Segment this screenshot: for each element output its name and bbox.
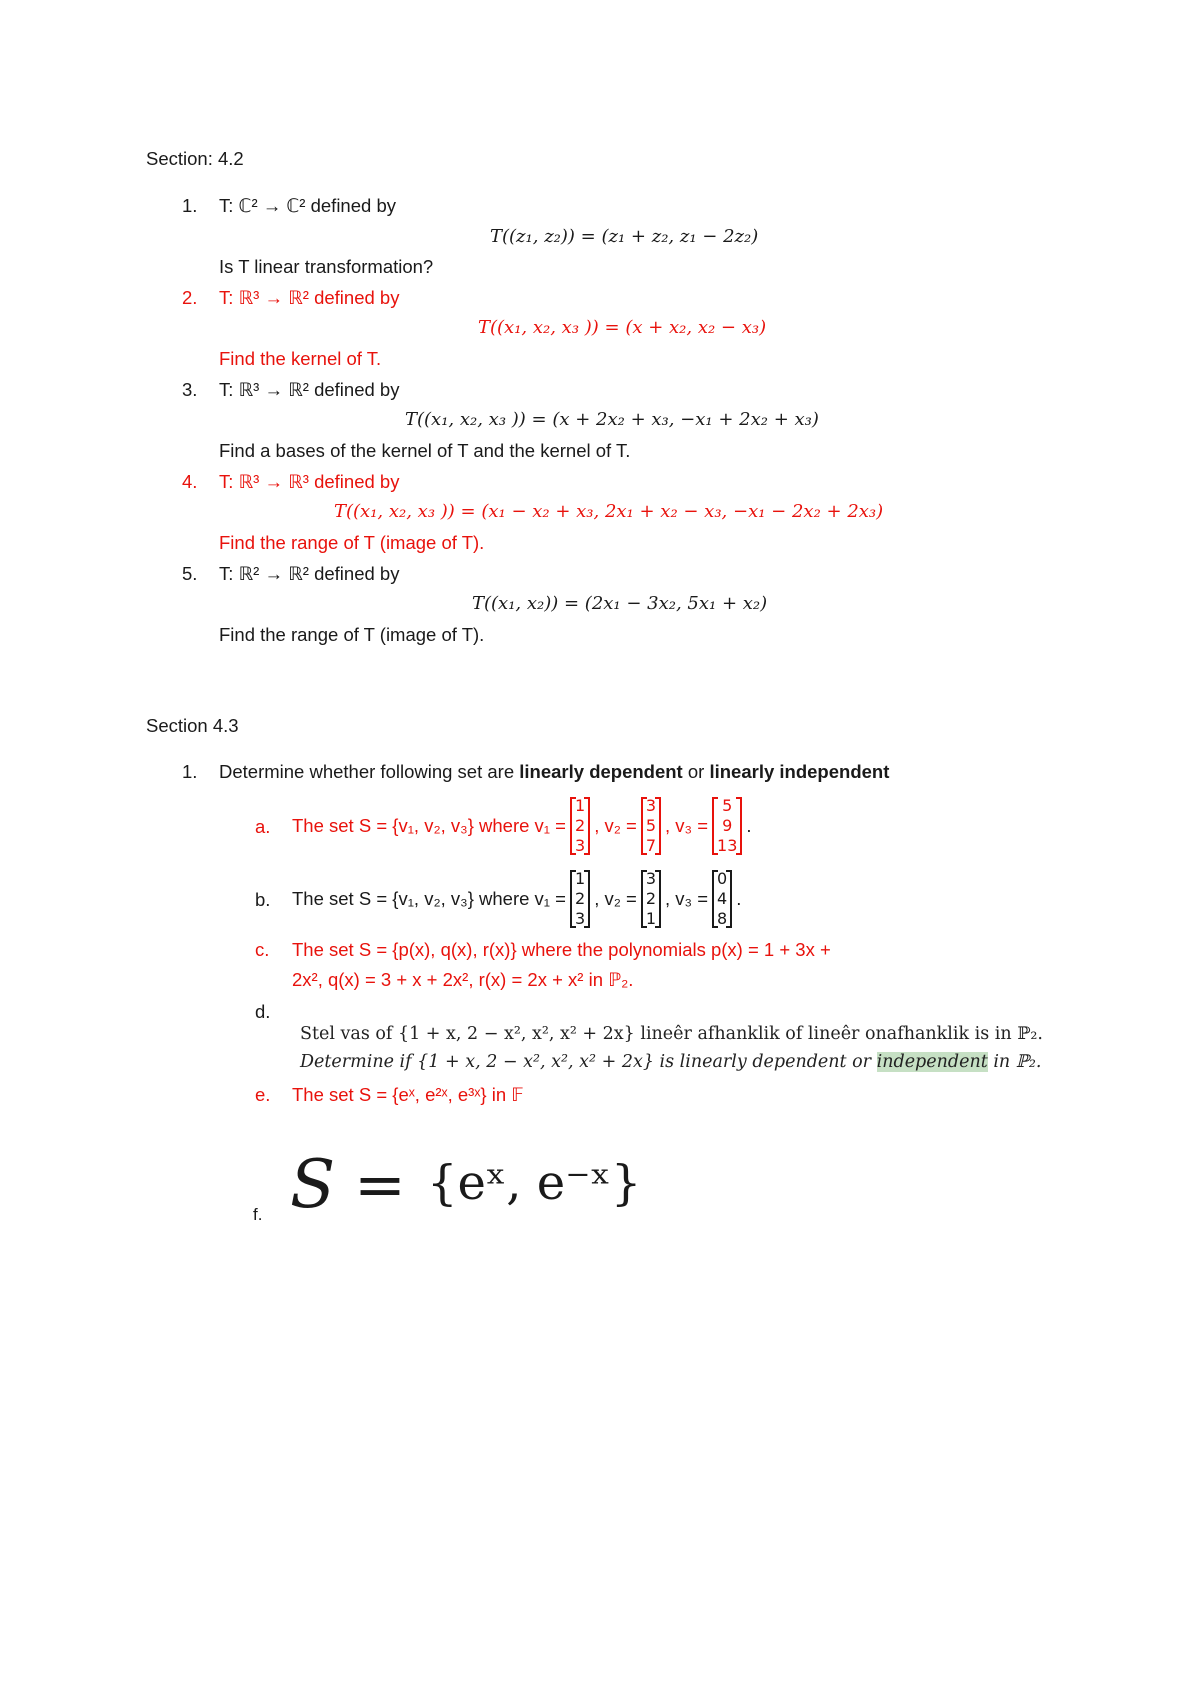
item-3-definition: T: ℝ³ → ℝ² defined by — [219, 379, 400, 400]
item-5-formula: T((x₁, x₂)) = (2x₁ − 3x₂, 5x₁ + x₂) — [472, 593, 768, 614]
item-4-number: 4. — [182, 471, 198, 492]
part-b-text: The set S = {v₁, v₂, v₃} where v₁ = — [292, 888, 566, 909]
matrix-entry: 3 — [645, 796, 657, 815]
part-f-set-symbol: S — [290, 1146, 336, 1223]
question-1-pre: Determine whether following set are — [219, 761, 520, 782]
part-b-v2-label: , v₂ = — [594, 888, 637, 909]
item-1-question: Is T linear transformation? — [219, 256, 434, 277]
part-a-v3-matrix — [712, 796, 742, 856]
matrix-entry: 9 — [722, 816, 733, 835]
section-heading-4-2: Section: 4.2 — [146, 148, 244, 169]
matrix-entry: 7 — [645, 836, 657, 855]
question-1-bold-dependent: linearly dependent — [519, 761, 683, 782]
matrix-entry: 2 — [575, 889, 586, 908]
part-f-equals: = — [354, 1148, 406, 1221]
part-a-end: . — [746, 815, 752, 836]
part-d-line-2-post: in ℙ₂. — [987, 1052, 1042, 1072]
part-c-label: c. — [255, 939, 270, 960]
part-d-line-1: Stel vas of {1 + x, 2 − x², x², x² + 2x} lineêr afhanklik of lineêr onafhanklik is in ℙ₂. — [300, 1024, 1043, 1044]
part-d-label: d. — [255, 1001, 271, 1022]
item-3-formula: T((x₁, x₂, x₃ )) = (x + 2x₂ + x₃, −x₁ + 2x₂ + x₃) — [405, 409, 819, 430]
question-1-mid: or — [682, 761, 710, 782]
part-a-text: The set S = {v₁, v₂, v₃} where v₁ = — [292, 815, 566, 836]
part-c-line-1: The set S = {p(x), q(x), r(x)} where the polynomials p(x) = 1 + 3x + — [292, 939, 831, 960]
part-a-label: a. — [255, 816, 271, 837]
matrix-entry: 3 — [645, 869, 657, 888]
item-2-number: 2. — [182, 287, 198, 308]
part-a-v2-matrix — [641, 796, 661, 856]
part-d-highlighted-word: independent — [876, 1052, 988, 1072]
matrix-entry: 13 — [717, 836, 738, 855]
question-1-text — [219, 761, 889, 783]
item-1-definition: T: ℂ² → ℂ² defined by — [219, 195, 396, 216]
matrix-entry: 8 — [717, 909, 728, 928]
item-2-question: Find the kernel of T. — [219, 348, 382, 369]
item-5-question: Find the range of T (image of T). — [219, 624, 485, 645]
matrix-entry: 4 — [717, 889, 728, 908]
item-5-number: 5. — [182, 563, 198, 584]
part-b-label: b. — [255, 889, 271, 910]
matrix-entry: 3 — [575, 836, 586, 855]
part-b-v3-matrix — [712, 869, 732, 929]
part-a-v2-label: , v₂ = — [594, 815, 637, 836]
item-4-question: Find the range of T (image of T). — [219, 532, 485, 553]
part-a-content — [292, 791, 752, 861]
part-f-set-expression: {eˣ, e⁻ˣ} — [427, 1155, 642, 1211]
matrix-entry: 0 — [717, 869, 728, 888]
item-3-number: 3. — [182, 379, 198, 400]
item-2-formula: T((x₁, x₂, x₃ )) = (x + x₂, x₂ − x₃) — [478, 317, 767, 338]
matrix-entry: 1 — [575, 869, 586, 888]
matrix-entry: 5 — [645, 816, 657, 835]
item-5-definition: T: ℝ² → ℝ² defined by — [219, 563, 400, 584]
part-b-content — [292, 864, 741, 934]
question-1-number: 1. — [182, 761, 198, 782]
part-b-v3-label: , v₃ = — [665, 888, 709, 909]
item-2-definition: T: ℝ³ → ℝ² defined by — [219, 287, 400, 308]
matrix-entry: 2 — [645, 889, 657, 908]
part-b-v1-matrix — [570, 869, 590, 929]
part-b-end: . — [736, 888, 742, 909]
item-3-question: Find a bases of the kernel of T and the kernel of T. — [219, 440, 631, 461]
item-4-definition: T: ℝ³ → ℝ³ defined by — [219, 471, 400, 492]
item-1-formula: T((z₁, z₂)) = (z₁ + z₂, z₁ − 2z₂) — [490, 226, 759, 247]
part-d-line-2-pre: Determine if {1 + x, 2 − x², x², x² + 2x} is linearly dependent or — [300, 1052, 877, 1072]
item-4-formula: T((x₁, x₂, x₃ )) = (x₁ − x₂ + x₃, 2x₁ + x₂ − x₃, −x₁ − 2x₂ + 2x₃) — [334, 501, 884, 522]
part-f-label: f. — [253, 1205, 263, 1224]
part-d-line-2 — [300, 1052, 1041, 1072]
matrix-entry: 1 — [575, 796, 586, 815]
matrix-entry: 3 — [575, 909, 586, 928]
matrix-entry: 5 — [722, 796, 733, 815]
matrix-entry: 2 — [575, 816, 586, 835]
part-a-v3-label: , v₃ = — [665, 815, 709, 836]
matrix-entry: 1 — [645, 909, 657, 928]
part-e-label: e. — [255, 1084, 271, 1105]
part-e-text: The set S = {eˣ, e²ˣ, e³ˣ} in 𝔽 — [292, 1084, 524, 1105]
question-1-bold-independent: linearly independent — [709, 761, 890, 782]
part-a-v1-matrix — [570, 796, 590, 856]
part-b-v2-matrix — [641, 869, 661, 929]
item-1-number: 1. — [182, 195, 198, 216]
section-heading-4-3: Section 4.3 — [146, 715, 239, 736]
part-c-line-2: 2x², q(x) = 3 + x + 2x², r(x) = 2x + x² in ℙ₂. — [292, 969, 634, 990]
